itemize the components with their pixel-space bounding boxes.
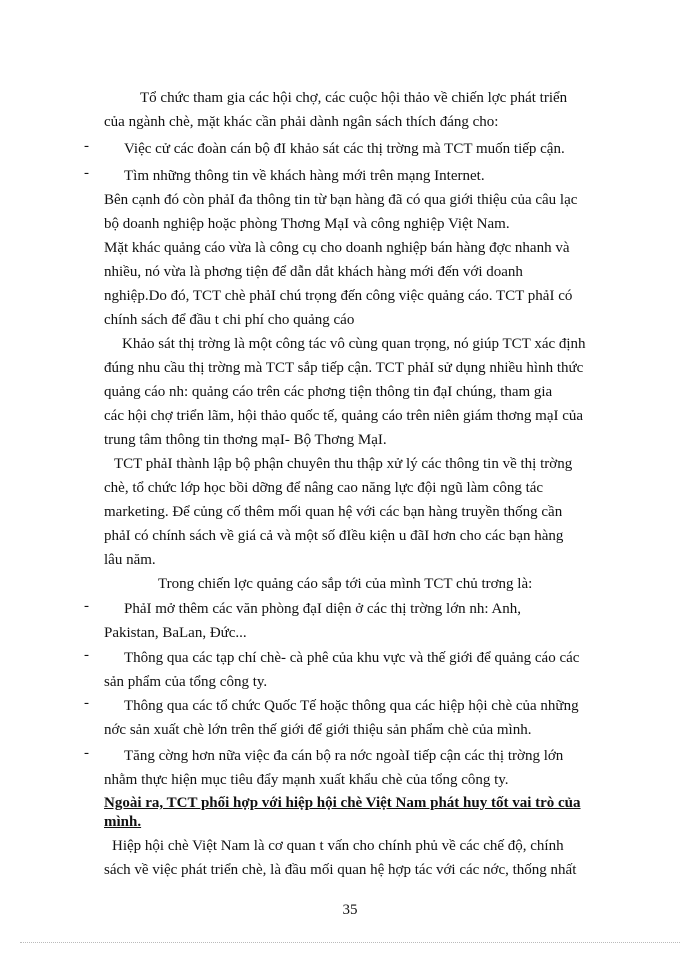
page-bottom-rule <box>20 942 680 943</box>
text-line: các hội chợ triển lãm, hội thảo quốc tế, quảng cáo trên niên giám thơng mạI của <box>104 408 584 424</box>
text-line: PhảI mở thêm các văn phòng đạI diện ở các thị trờng lớn nh: Anh, <box>124 601 522 617</box>
text-line: Pakistan, BaLan, Đức... <box>104 625 247 641</box>
text-line: của ngành chè, mặt khác cần phải dành ngân sách thích đáng cho: <box>104 114 499 130</box>
text-line: nớc sản xuất chè lớn trên thế giới để giới thiệu sản phẩm chè của mình. <box>104 722 532 738</box>
bullet-dash: - <box>84 695 89 711</box>
bullet-dash: - <box>84 138 89 154</box>
page-number: 35 <box>342 902 358 918</box>
bullet-dash: - <box>84 598 89 614</box>
text-line: trung tâm thông tin thơng mạI- Bộ Thơng MạI. <box>104 432 387 448</box>
text-line: marketing. Để củng cố thêm mối quan hệ với các bạn hàng truyền thống cần <box>104 504 563 520</box>
text-line: Mặt khác quảng cáo vừa là công cụ cho doanh nghiệp bán hàng đợc nhanh và <box>104 240 570 256</box>
text-line: Tổ chức tham gia các hội chợ, các cuộc hội thảo về chiến lợc phát triển <box>140 90 568 106</box>
text-line: lâu năm. <box>104 552 156 568</box>
text-line: Việc cử các đoàn cán bộ đI khảo sát các thị trờng mà TCT muốn tiếp cận. <box>124 141 565 157</box>
text-line: nghiệp.Do đó, TCT chè phảI chú trọng đến công việc quảng cáo. TCT phảI có <box>104 288 573 304</box>
text-line: chè, tổ chức lớp học bồi dỡng để nâng cao năng lực đội ngũ làm công tác <box>104 480 544 496</box>
bold-heading: mình. <box>104 814 142 830</box>
text-line: nhiều, nó vừa là phơng tiện để dẫn dắt khách hàng mới đến với doanh <box>104 264 523 280</box>
text-line: Khảo sát thị trờng là một công tác vô cùng quan trọng, nó giúp TCT xác định <box>122 336 586 352</box>
bullet-dash: - <box>84 647 89 663</box>
text-line: Tìm những thông tin về khách hàng mới trên mạng Internet. <box>124 168 485 184</box>
text-line: quảng cáo nh: quảng cáo trên các phơng tiện thông tin đạI chúng, tham gia <box>104 384 553 400</box>
text-line: Thông qua các tạp chí chè- cà phê của khu vực và thế giới để quảng cáo các <box>124 650 580 666</box>
text-line: sách về việc phát triển chè, là đầu mối quan hệ hợp tác với các nớc, thống nhất <box>104 862 577 878</box>
text-line: Tăng cờng hơn nữa việc đa cán bộ ra nớc ngoàI tiếp cận các thị trờng lớn <box>124 748 564 764</box>
text-line: Trong chiến lợc quảng cáo sắp tới của mình TCT chủ trơng là: <box>158 576 533 592</box>
bullet-dash: - <box>84 745 89 761</box>
text-line: phảI có chính sách về giá cả và một số đIều kiện u đãI hơn cho các bạn hàng <box>104 528 564 544</box>
text-line: TCT phảI thành lập bộ phận chuyên thu thập xử lý các thông tin về thị trờng <box>114 456 573 472</box>
bullet-dash: - <box>84 165 89 181</box>
text-line: Hiệp hội chè Việt Nam là cơ quan t vấn cho chính phủ về các chế độ, chính <box>112 838 564 854</box>
text-line: Bên cạnh đó còn phảI đa thông tin từ bạn hàng đã có qua giới thiệu của câu lạc <box>104 192 578 208</box>
text-line: Thông qua các tổ chức Quốc Tế hoặc thông qua các hiệp hội chè của những <box>124 698 579 714</box>
text-line: sản phẩm của tổng công ty. <box>104 674 268 690</box>
text-line: chính sách để đầu t chi phí cho quảng cáo <box>104 312 355 328</box>
text-line: nhằm thực hiện mục tiêu đẩy mạnh xuất khẩu chè của tổng công ty. <box>104 772 509 788</box>
text-line: bộ doanh nghiệp hoặc phòng Thơng MạI và công nghiệp Việt Nam. <box>104 216 510 232</box>
bold-heading: Ngoài ra, TCT phối hợp với hiệp hội chè Việt Nam phát huy tốt vai trò của <box>104 795 581 811</box>
text-line: đúng nhu cầu thị trờng mà TCT sắp tiếp cận. TCT phảI sử dụng nhiều hình thức <box>104 360 584 376</box>
